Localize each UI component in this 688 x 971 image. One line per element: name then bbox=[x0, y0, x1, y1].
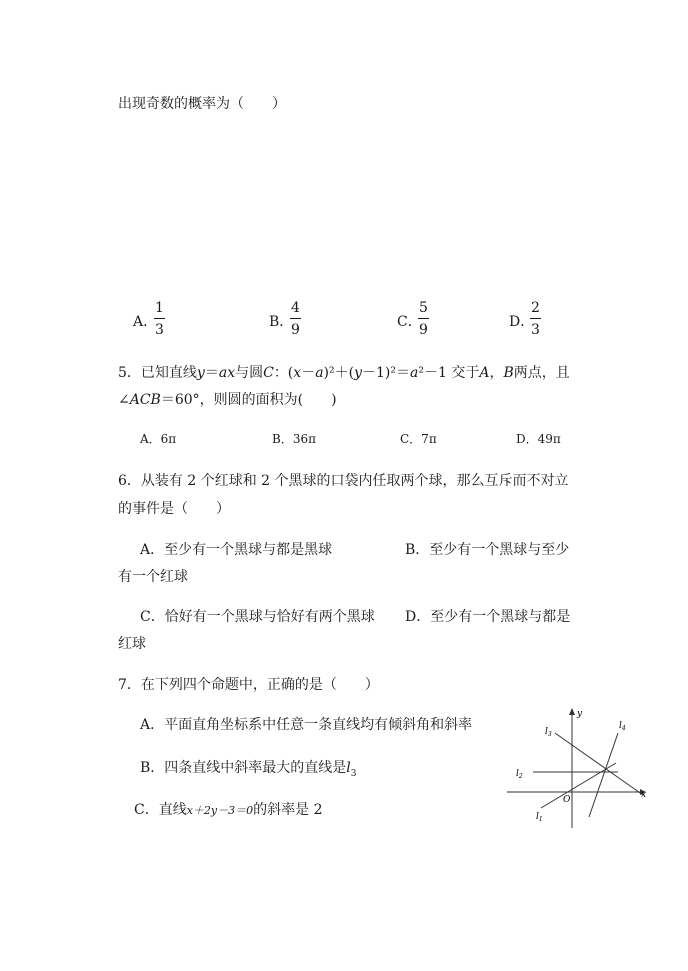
q7-option-b-var: l bbox=[346, 760, 351, 776]
q5-text: －1)²＝ bbox=[362, 365, 410, 381]
x-axis-label: x bbox=[641, 790, 647, 800]
q5-option-a: A．6π bbox=[140, 432, 177, 446]
l3-label bbox=[545, 727, 552, 738]
q5-var: C bbox=[263, 365, 274, 381]
l2-letter: l bbox=[516, 769, 519, 779]
fraction-bar bbox=[530, 318, 541, 319]
fraction-numerator: 1 bbox=[155, 300, 164, 316]
l3-subscript: 3 bbox=[547, 731, 552, 738]
q5-var: ax bbox=[218, 365, 236, 381]
q6-option-d-continued: 红球 bbox=[118, 636, 146, 652]
fraction-bar bbox=[154, 318, 165, 319]
q6-option-b-continued: 有一个红球 bbox=[118, 569, 188, 585]
q7-stem: 7．在下列四个命题中，正确的是（ ） bbox=[118, 677, 379, 693]
q5-var: a bbox=[410, 365, 419, 381]
q5-text: 5．已知直线 bbox=[118, 365, 197, 381]
origin-label: O bbox=[563, 795, 571, 805]
q4-option-d-letter: D． bbox=[509, 314, 535, 330]
q4-option-b-fraction bbox=[290, 301, 301, 337]
fraction-numerator: 2 bbox=[531, 300, 540, 316]
q5-text: 两点，且 bbox=[513, 365, 570, 381]
fraction-numerator: 4 bbox=[291, 300, 300, 316]
line-l4 bbox=[589, 733, 618, 817]
q4-stem: 出现奇数的概率为（ ） bbox=[118, 96, 286, 112]
q4-option-b-letter: B． bbox=[269, 314, 294, 330]
q5-var: ACB bbox=[129, 392, 161, 408]
q5-var: y bbox=[196, 365, 205, 381]
q6-line-2: 的事件是（ ） bbox=[118, 501, 230, 517]
q5-text: ＝ bbox=[204, 365, 219, 381]
q5-text: ∠ bbox=[118, 392, 130, 408]
l4-label bbox=[619, 721, 626, 732]
q7-option-c-equation: x＋2y－3＝0 bbox=[186, 804, 254, 817]
q6-option-c: C．恰好有一个黑球与恰好有两个黑球 bbox=[140, 609, 375, 625]
q6-option-d: D．至少有一个黑球与都是 bbox=[405, 609, 571, 625]
fraction-denominator: 3 bbox=[155, 322, 164, 338]
q7-option-b-text: B．四条直线中斜率最大的直线是 bbox=[140, 760, 347, 776]
q5-var: a bbox=[315, 365, 324, 381]
q6-option-b: B．至少有一个黑球与至少 bbox=[405, 542, 570, 558]
q5-option-d: D．49π bbox=[516, 432, 561, 446]
q7-option-b bbox=[140, 761, 357, 779]
line-l3 bbox=[555, 733, 643, 795]
q5-text: ＝60°，则圆的面积为( ) bbox=[160, 392, 337, 408]
q7-option-b-sub: 3 bbox=[350, 768, 357, 779]
q5-text: ， bbox=[489, 365, 504, 381]
y-axis-arrow-icon bbox=[569, 708, 575, 715]
fraction-denominator: 9 bbox=[291, 322, 300, 338]
fraction-bar bbox=[418, 318, 429, 319]
l1-label bbox=[536, 812, 543, 823]
line-l1 bbox=[541, 763, 616, 808]
q5-var: x bbox=[293, 365, 302, 381]
q5-text: ：( bbox=[273, 365, 294, 381]
l2-subscript: 2 bbox=[518, 773, 523, 780]
l2-label bbox=[516, 769, 523, 780]
fraction-denominator: 3 bbox=[531, 322, 540, 338]
l3-letter: l bbox=[545, 727, 548, 737]
q7-option-a: A．平面直角坐标系中任意一条直线均有倾斜角和斜率 bbox=[140, 717, 473, 733]
q5-line-1 bbox=[118, 366, 570, 380]
y-axis-label: y bbox=[577, 709, 583, 719]
q5-text: 与圆 bbox=[235, 365, 264, 381]
q5-var: B bbox=[503, 365, 514, 381]
q4-option-c-fraction bbox=[418, 301, 429, 337]
lines-figure bbox=[505, 705, 650, 835]
fraction-numerator: 5 bbox=[419, 300, 428, 316]
q6-line-1: 6．从装有 2 个红球和 2 个黑球的口袋内任取两个球，那么互斥而不对立 bbox=[118, 473, 569, 489]
q5-option-b: B．36π bbox=[272, 432, 316, 446]
q4-option-c-letter: C． bbox=[397, 314, 422, 330]
fraction-bar bbox=[290, 318, 301, 319]
q4-option-a-fraction bbox=[154, 301, 165, 337]
l1-subscript: 1 bbox=[538, 816, 543, 823]
q5-var: y bbox=[354, 365, 363, 381]
l1-letter: l bbox=[536, 812, 539, 822]
q7-option-c-suffix: 的斜率是 2 bbox=[253, 802, 323, 818]
l4-subscript: 4 bbox=[621, 725, 626, 732]
q5-text: ²－1 交于 bbox=[418, 365, 480, 381]
q5-option-c: C．7π bbox=[400, 432, 437, 446]
q4-option-a-letter: A． bbox=[133, 314, 158, 330]
q7-option-c bbox=[134, 803, 323, 817]
q5-line-2 bbox=[118, 393, 337, 407]
q5-text: － bbox=[301, 365, 316, 381]
q5-text: )²＋( bbox=[323, 365, 355, 381]
fraction-denominator: 9 bbox=[419, 322, 428, 338]
l4-letter: l bbox=[619, 721, 622, 731]
q4-option-d-fraction bbox=[530, 301, 541, 337]
q5-var: A bbox=[479, 365, 490, 381]
q7-option-c-prefix: C．直线 bbox=[134, 802, 187, 818]
q6-option-a: A．至少有一个黑球与都是黑球 bbox=[140, 542, 333, 558]
